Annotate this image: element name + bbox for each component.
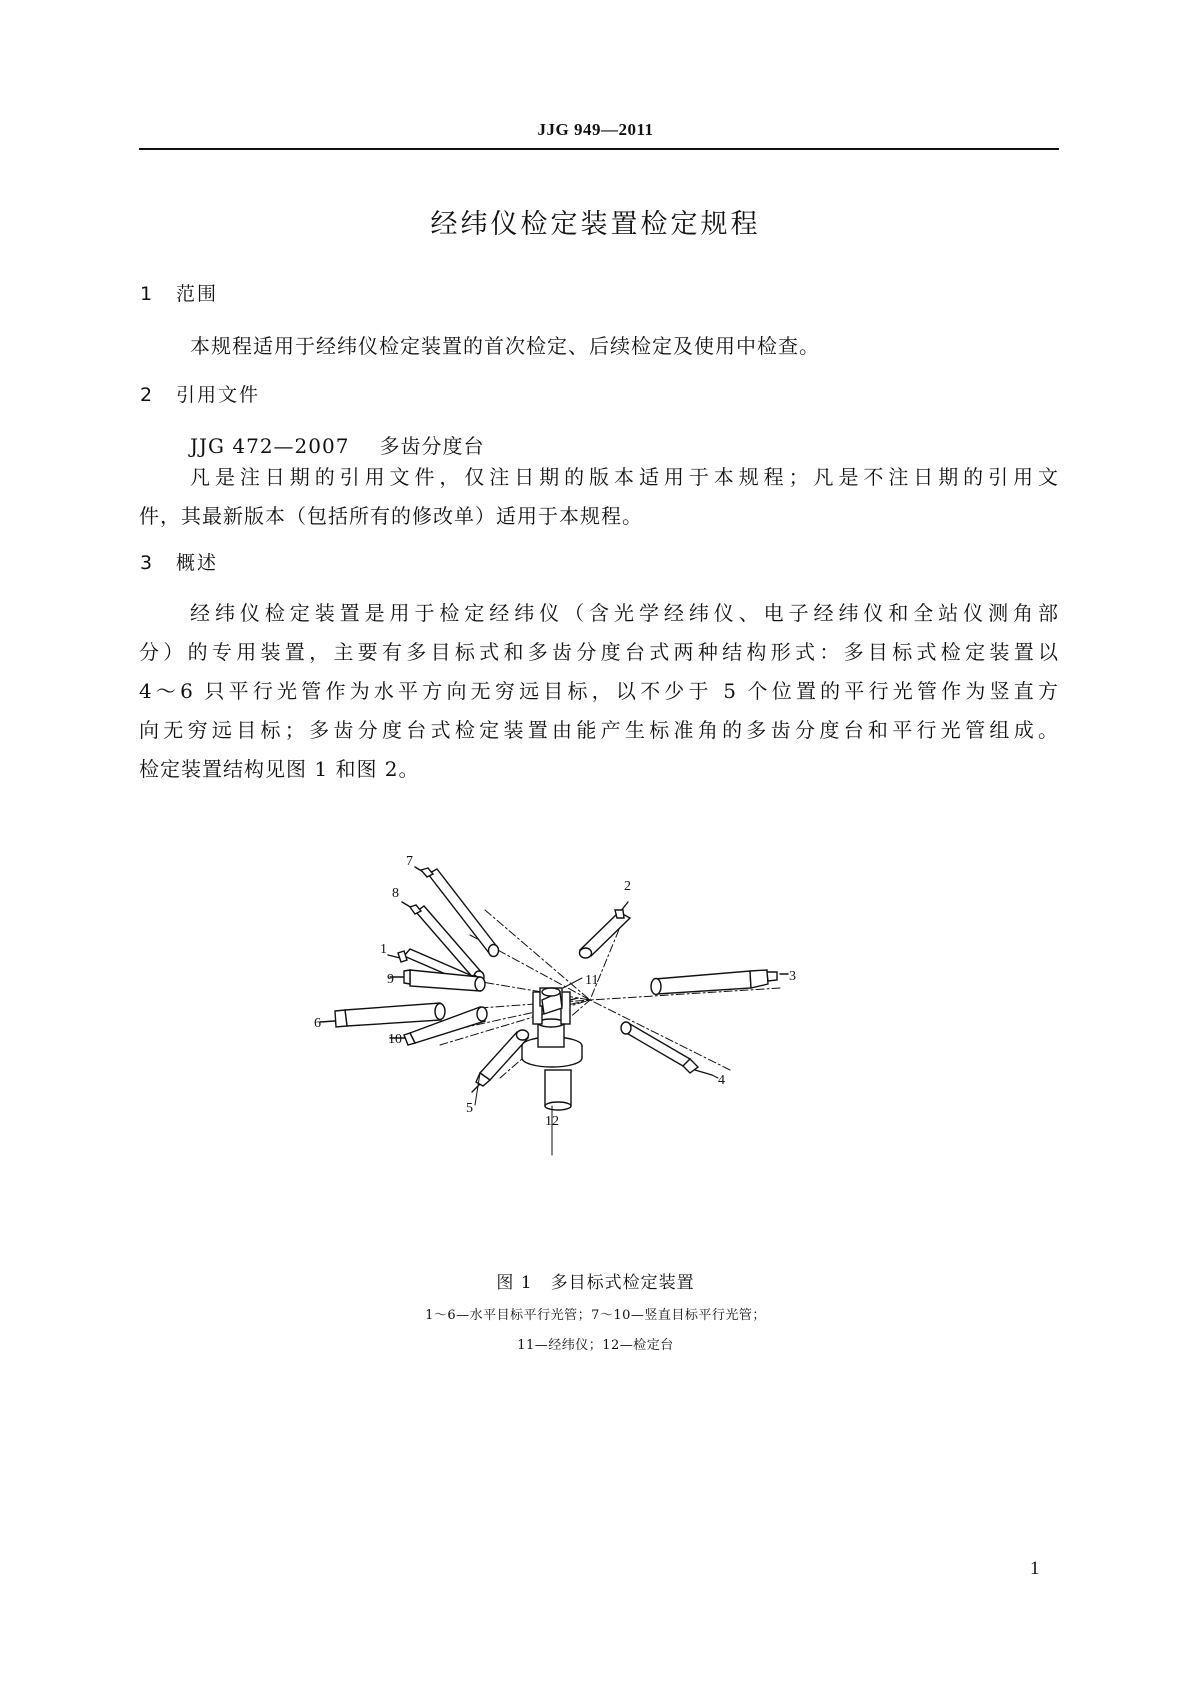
section-2-line-2: 件，其最新版本（包括所有的修改单）适用于本规程。 — [139, 504, 643, 528]
collimator-5 — [472, 1030, 529, 1092]
figure-caption: 图 1 多目标式检定装置 — [496, 1273, 695, 1293]
section-3-paragraph — [139, 594, 1059, 789]
section-2-heading — [140, 380, 260, 407]
collimator-4 — [621, 1022, 712, 1075]
label-3: 3 — [789, 969, 796, 984]
label-7: 7 — [406, 854, 413, 869]
collimator-6 — [320, 1003, 445, 1027]
section-1-heading — [140, 279, 218, 306]
section-3-line: 向无穷远目标；多齿分度台式检定装置由能产生标准角的多齿分度台和平行光管组成。 — [139, 718, 1059, 742]
section-2-number: 2 — [140, 384, 155, 406]
section-3-line: 检定装置结构见图 1 和图 2。 — [139, 757, 420, 781]
label-11: 11 — [585, 973, 599, 988]
section-3-line: 经纬仪检定装置是用于检定经纬仪（含光学经纬仪、电子经纬仪和全站仪测角部 — [190, 601, 1059, 625]
page-number: 1 — [1030, 1558, 1040, 1579]
figure-legend-line-1: 1～6—水平目标平行光管；7～10—竖直目标平行光管； — [425, 1308, 766, 1323]
section-2-title: 引用文件 — [176, 384, 261, 406]
section-3-line: 4～6 只平行光管作为水平方向无穷远目标，以不少于 5 个位置的平行光管作为竖直方 — [139, 679, 1059, 703]
collimator-3 — [651, 970, 788, 995]
section-1-number: 1 — [140, 283, 155, 305]
label-5: 5 — [466, 1101, 473, 1116]
section-3-number: 3 — [140, 552, 155, 574]
label-6: 6 — [314, 1016, 321, 1031]
leader-lines — [475, 978, 718, 1155]
section-1-title: 范围 — [176, 283, 219, 305]
reference-name: 多齿分度台 — [379, 434, 485, 458]
section-1-text: 本规程适用于经纬仪检定装置的首次检定、后续检定及使用中检查。 — [190, 334, 820, 358]
section-2-line-1: 凡是注日期的引用文件，仅注日期的版本适用于本规程；凡是不注日期的引用文 — [190, 465, 1059, 489]
figure-1-diagram — [314, 854, 890, 1240]
theodolite-and-stand — [522, 988, 582, 1110]
figure-legend-line-2: 11—经纬仪；12—检定台 — [517, 1338, 674, 1353]
reference-code: JJG 472—2007 — [190, 434, 350, 458]
label-9: 9 — [387, 972, 394, 987]
label-12: 12 — [545, 1114, 559, 1129]
section-3-line: 分）的专用装置，主要有多目标式和多齿分度台式两种结构形式：多目标式检定装置以 — [139, 640, 1059, 664]
header-rule — [139, 148, 1059, 150]
reference-item — [190, 430, 484, 459]
document-header: JJG 949—2011 — [537, 120, 654, 139]
page-title: 经纬仪检定装置检定规程 — [430, 209, 761, 240]
collimator-2 — [580, 902, 631, 958]
section-2-paragraph — [139, 458, 1059, 536]
section-3-title: 概述 — [176, 552, 219, 574]
label-10: 10 — [388, 1032, 402, 1047]
label-1: 1 — [380, 942, 387, 957]
label-2: 2 — [624, 879, 631, 894]
section-3-heading — [140, 548, 218, 575]
label-8: 8 — [392, 886, 399, 901]
label-4: 4 — [718, 1073, 725, 1088]
